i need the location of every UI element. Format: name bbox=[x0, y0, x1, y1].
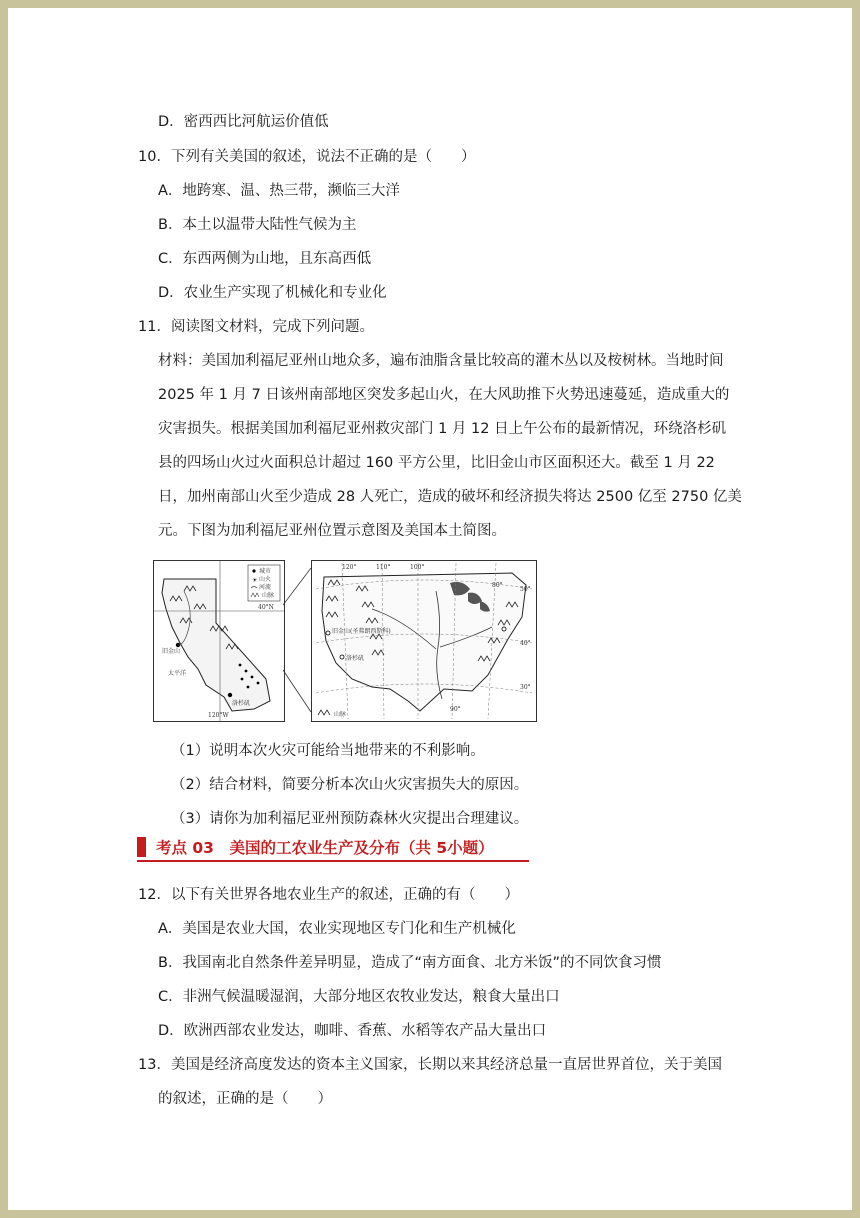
city-sf-label: 旧金山 bbox=[162, 648, 181, 655]
legend-fire-label: 山火 bbox=[259, 576, 272, 583]
map-connector bbox=[283, 560, 311, 720]
question-11: 11．阅读图文材料，完成下列问题。 bbox=[138, 319, 374, 335]
q11-material-line-1: 材料：美国加利福尼亚州山地众多，遍布油脂含量比较高的灌木丛以及桉树林。当地时间 bbox=[158, 353, 724, 369]
q11-material-line-4: 县的四场山火过火面积总计超过 160 平方公里，比旧金山市区面积还大。截至 1 月 22 bbox=[158, 455, 715, 471]
q11-sub-3: （3）请你为加利福尼亚州预防森林火灾提出合理建议。 bbox=[171, 811, 529, 827]
lon-120-label: 120° bbox=[342, 564, 357, 571]
lon-110-label: 110° bbox=[376, 564, 391, 571]
city-sf-label: 旧金山(圣弗朗西斯科) bbox=[332, 628, 391, 635]
legend-river-label: 河流 bbox=[259, 584, 272, 591]
section-title: 考点 03 美国的工农业生产及分布（共 5小题） bbox=[156, 839, 494, 857]
section-heading bbox=[137, 832, 529, 862]
lon-100-label: 100° bbox=[410, 564, 425, 571]
svg-text:☀: ☀ bbox=[252, 577, 258, 584]
q10-option-d: D．农业生产实现了机械化和专业化 bbox=[158, 285, 387, 301]
lat-40-label: 40° bbox=[520, 640, 531, 647]
usa-mainland-map bbox=[311, 560, 537, 722]
q12-option-c: C．非洲气候温暖湿润，大部分地区农牧业发达，粮食大量出口 bbox=[158, 989, 560, 1005]
q10-option-b: B．本土以温带大陆性气候为主 bbox=[158, 217, 357, 233]
q11-sub-1: （1）说明本次火灾可能给当地带来的不利影响。 bbox=[171, 743, 485, 759]
lat-30-label: 30° bbox=[520, 684, 531, 691]
city-la-label: 洛杉矶 bbox=[232, 700, 251, 707]
q9-option-d: D．密西西比河航运价值低 bbox=[158, 114, 329, 130]
document-page bbox=[8, 8, 852, 1210]
section-marker bbox=[137, 837, 146, 857]
q10-option-c: C．东西两侧为山地，且东高西低 bbox=[158, 251, 372, 267]
lon-120-label: 120°W bbox=[208, 712, 229, 719]
legend-mountain-label: 山脉 bbox=[334, 711, 347, 718]
city-la-label: 洛杉矶 bbox=[346, 655, 365, 662]
question-13-line-2: 的叙述，正确的是（ ） bbox=[158, 1091, 332, 1107]
q11-material-line-3: 灾害损失。根据美国加利福尼亚州救灾部门 1 月 12 日上午公布的最新情况，环绕洛杉矶 bbox=[158, 421, 727, 437]
q10-option-a: A．地跨寒、温、热三带，濒临三大洋 bbox=[158, 183, 400, 199]
q11-material-line-6: 元。下图为加利福尼亚州位置示意图及美国本土简图。 bbox=[158, 523, 506, 539]
q12-option-a: A．美国是农业大国，农业实现地区专门化和生产机械化 bbox=[158, 921, 516, 937]
legend-city-label: 城市 bbox=[259, 568, 272, 575]
california-location-map bbox=[153, 560, 285, 722]
q11-material-line-5: 日，加州南部山火至少造成 28 人死亡，造成的破坏和经济损失将达 2500 亿至 2750 亿美 bbox=[158, 489, 742, 505]
section-underline bbox=[137, 860, 529, 862]
lon-80-label: 80° bbox=[492, 582, 503, 589]
q12-option-b: B．我国南北自然条件差异明显，造成了“南方面食、北方米饭”的不同饮食习惯 bbox=[158, 955, 662, 971]
question-13-line-1: 13．美国是经济高度发达的资本主义国家，长期以来其经济总量一直居世界首位，关于美国 bbox=[138, 1057, 722, 1073]
question-12: 12．以下有关世界各地农业生产的叙述，正确的有（ ） bbox=[138, 887, 519, 903]
q11-material-line-2: 2025 年 1 月 7 日该州南部地区突发多起山火，在大风助推下火势迅速蔓延，造成重大的 bbox=[158, 387, 730, 403]
q12-option-d: D．欧洲西部农业发达，咖啡、香蕉、水稻等农产品大量出口 bbox=[158, 1023, 547, 1039]
legend-mountain-label: 山脉 bbox=[262, 592, 275, 599]
q11-sub-2: （2）结合材料，简要分析本次山火灾害损失大的原因。 bbox=[171, 777, 529, 793]
lat-50-label: 50° bbox=[520, 586, 531, 593]
lat-40-label: 40°N bbox=[258, 604, 274, 611]
ocean-label: 太平洋 bbox=[168, 670, 187, 677]
lon-90-label: 90° bbox=[450, 706, 461, 713]
question-10: 10．下列有关美国的叙述，说法不正确的是（ ） bbox=[138, 149, 476, 165]
